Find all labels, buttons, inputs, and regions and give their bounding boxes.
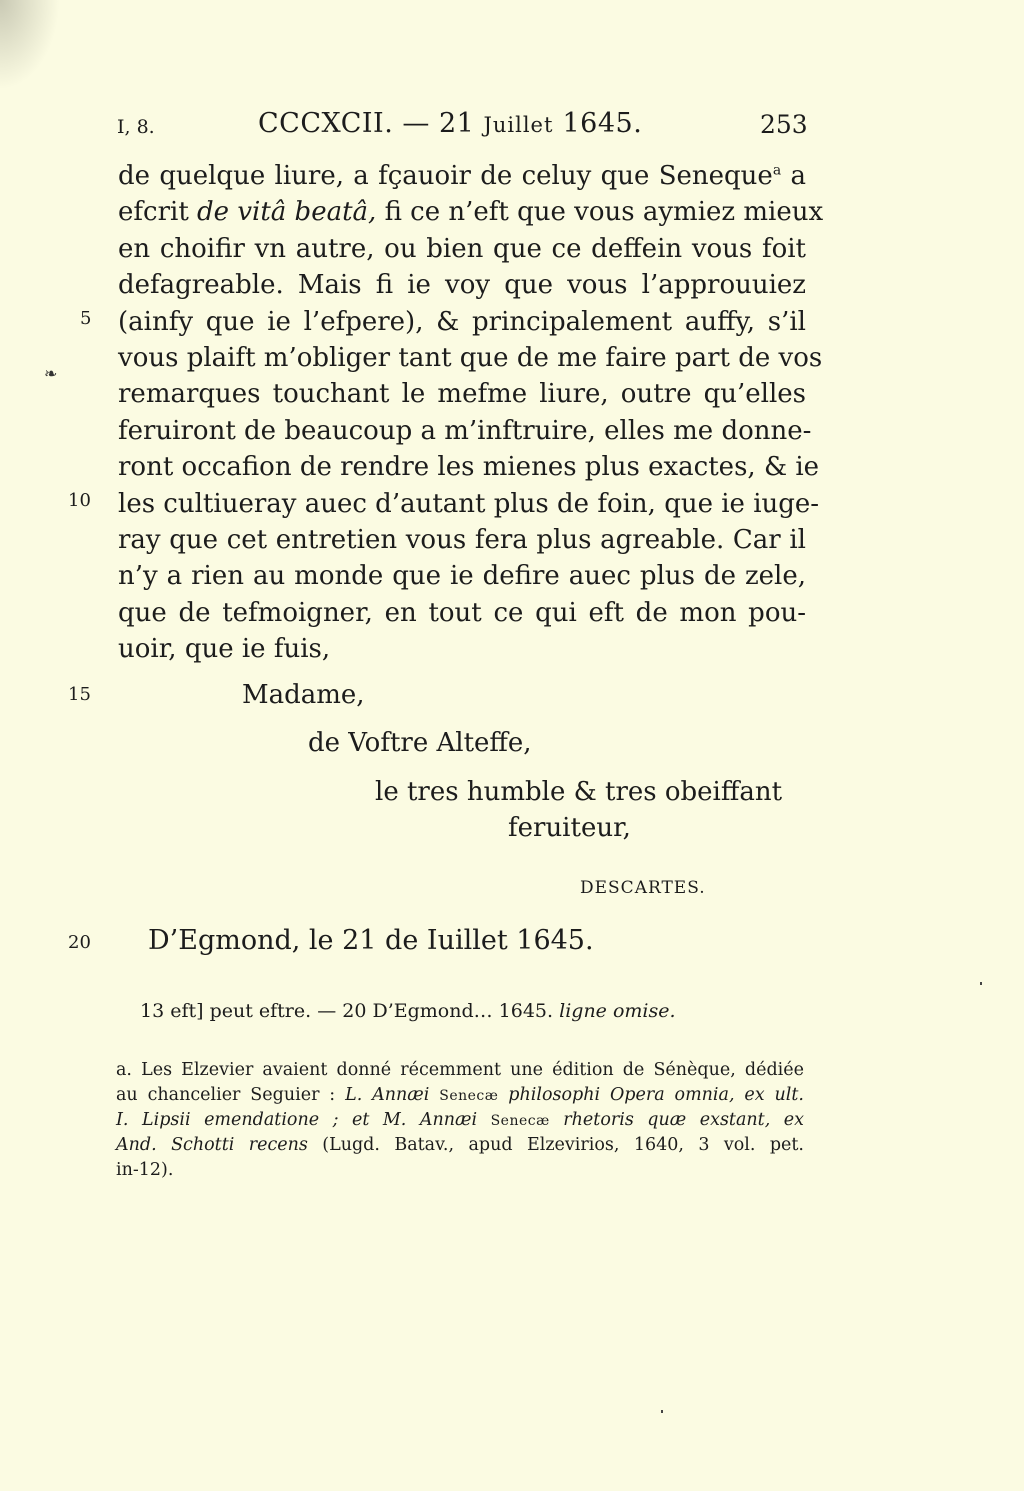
paper-speck xyxy=(980,982,982,985)
page-number: 253 xyxy=(760,110,808,139)
volume-reference: I, 8. xyxy=(117,116,155,138)
dateline: D’Egmond, le 21 de Iuillet 1645. xyxy=(148,925,594,956)
footnote-line: And. Schotti recens (Lugd. Batav., apud Elzevirios, 1640, 3 vol. pet. xyxy=(116,1135,804,1155)
title-month: Juillet xyxy=(483,113,554,137)
body-line: ront occafion de rendre les mienes plus exactes, & ie xyxy=(118,452,820,483)
body-line: les cultiueray auec d’autant plus de foin, que ie iuge- xyxy=(118,488,820,519)
title-year: 1645. xyxy=(562,108,643,139)
footnote xyxy=(116,1058,804,1183)
body-line: n’y a rien au monde que ie defire auec plus de zele, xyxy=(118,561,806,592)
salutation: Madame, xyxy=(242,680,365,710)
body-line: ray que cet entretien vous fera plus agreable. Car il xyxy=(118,524,806,555)
servant-line: feruiteur, xyxy=(508,813,631,843)
body-line: feruiront de beaucoup a m’inftruire, elles me donne- xyxy=(118,415,812,446)
line-number-15: 15 xyxy=(68,684,91,705)
footnote-marker: a xyxy=(772,162,782,179)
body-line: uoir, que ie fuis, xyxy=(118,634,331,665)
page-corner-shadow xyxy=(0,0,60,90)
humble-line: le tres humble & tres obeiffant xyxy=(375,777,783,807)
title-dash: — xyxy=(402,108,430,139)
line-number-20: 20 xyxy=(68,932,91,953)
body-line: remarques touchant le mefme liure, outre qu’elles xyxy=(118,379,806,410)
line-number-10: 10 xyxy=(68,490,91,511)
running-header xyxy=(0,108,1024,148)
letter-title xyxy=(258,108,642,139)
body-line: que de tefmoigner, en tout ce qui eft de mon pou- xyxy=(118,597,806,628)
body-line: vous plaift m’obliger tant que de me faire part de vos xyxy=(118,342,823,373)
paper-speck xyxy=(661,1410,663,1413)
address-line: de Voftre Alteffe, xyxy=(308,728,532,758)
footnote-line: au chancelier Seguier : L. Annæi Senecæ philosophi Opera omnia, ex ult. xyxy=(116,1085,804,1105)
body-line: efcrit de vitâ beatâ, fi ce n’eft que vous aymiez mieux xyxy=(118,197,824,228)
footnote-line: in-12). xyxy=(116,1160,174,1180)
margin-ornament-icon: ❧ xyxy=(44,364,58,383)
variant-readings: 13 eft] peut eftre. — 20 D’Egmond… 1645. ligne omise. xyxy=(140,1000,676,1022)
body-line: defagreable. Mais fi ie voy que vous l’approuuiez xyxy=(118,270,806,301)
title-day: 21 xyxy=(438,108,475,139)
letter-body xyxy=(118,158,824,667)
body-line: en choifir vn autre, ou bien que ce deffein vous foit xyxy=(118,233,806,264)
footnote-line: a. Les Elzevier avaient donné récemment une édition de Sénèque, dédiée xyxy=(116,1060,804,1080)
line-number-5: 5 xyxy=(80,308,92,329)
body-line: de quelque liure, a fçauoir de celuy que Seneque$^a$ a xyxy=(118,161,806,191)
body-line: (ainfy que ie l’efpere), & principalement auffy, s’il xyxy=(118,306,806,337)
signature: DESCARTES. xyxy=(580,878,706,898)
letter-number: CCCXCII. xyxy=(258,108,394,139)
footnote-line: I. Lipsii emendatione ; et M. Annæi Senecæ rhetoris quæ exstant, ex xyxy=(116,1110,804,1130)
